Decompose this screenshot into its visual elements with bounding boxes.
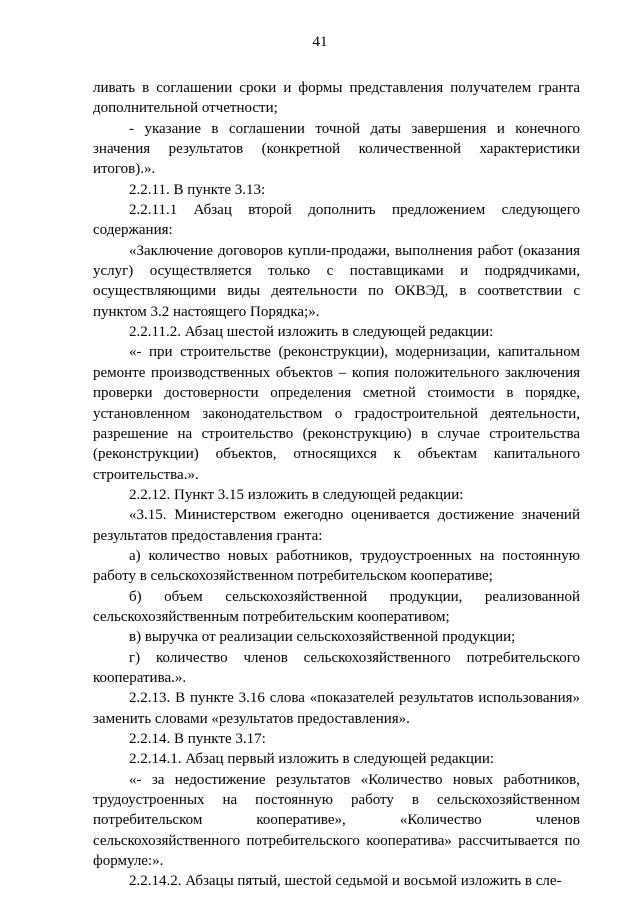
paragraph: в) выручка от реализации сельскохозяйственной продукции; bbox=[129, 629, 516, 646]
paragraph: 2.2.12. Пункт 3.15 изложить в следующей редакции: bbox=[129, 486, 464, 503]
paragraph: «- за недостижение результатов «Количество новых работников, трудоустроенных на постоянную работу в сельскохозяйственном потребительском кооперативе», «Количество членов сельскохозяйственного потребительского кооператива» рассчитывается по формуле:». bbox=[93, 771, 580, 870]
paragraph: г) количество членов сельскохозяйственного потребительского кооператива.». bbox=[93, 649, 580, 686]
paragraph: 2.2.11.1 Абзац второй дополнить предложением следующего содержания: bbox=[93, 202, 580, 239]
paragraph: а) количество новых работников, трудоустроенных на постоянную работу в сельскохозяйственном потребительском кооперативе; bbox=[93, 547, 580, 585]
paragraph: «- при строительстве (реконструкции), модернизации, капитальном ремонте производственных объектов – копия положительного заключения проверки достоверности определения сметной стоимости в порядке, установленном законодательством о градостроительной деятельности, разрешение на строительство (реконструкцию) в случае строительства (реконструкции) объектов, относящихся к объектам капитального строительства.». bbox=[93, 344, 580, 483]
paragraph: 2.2.13. В пункте 3.16 слова «показателей результатов использования» заменить словами «результатов предоставления». bbox=[93, 690, 580, 727]
paragraph: - указание в соглашении точной даты завершения и конечного значения результатов (конкретной количественной характеристики итогов).». bbox=[93, 120, 580, 178]
paragraph: «Заключение договоров купли-продажи, выполнения работ (оказания услуг) осуществляется только с поставщиками и подрядчиками, осуществляющими виды деятельности по ОКВЭД, в соответствии с пунктом 3.2 настоящего Порядка;». bbox=[93, 242, 580, 320]
paragraph: 2.2.14.2. Абзацы пятый, шестой седьмой и восьмой изложить в сле- bbox=[129, 873, 562, 890]
paragraph: 2.2.11.2. Абзац шестой изложить в следующей редакции: bbox=[129, 324, 494, 341]
paragraph: 2.2.14.1. Абзац первый изложить в следующей редакции: bbox=[129, 751, 495, 768]
paragraph: 2.2.11. В пункте 3.13: bbox=[129, 181, 266, 198]
paragraph: ливать в соглашении сроки и формы представления получателем гранта дополнительной отчетности; bbox=[93, 80, 580, 117]
document-body bbox=[93, 78, 580, 892]
paragraph: б) объем сельскохозяйственной продукции, реализованной сельскохозяйственным потребительским кооперативом; bbox=[93, 588, 580, 625]
paragraph: «3.15. Министерством ежегодно оценивается достижение значений результатов предоставления гранта: bbox=[93, 507, 580, 544]
page-number: 41 bbox=[312, 34, 328, 50]
paragraph: 2.2.14. В пункте 3.17: bbox=[129, 731, 266, 747]
